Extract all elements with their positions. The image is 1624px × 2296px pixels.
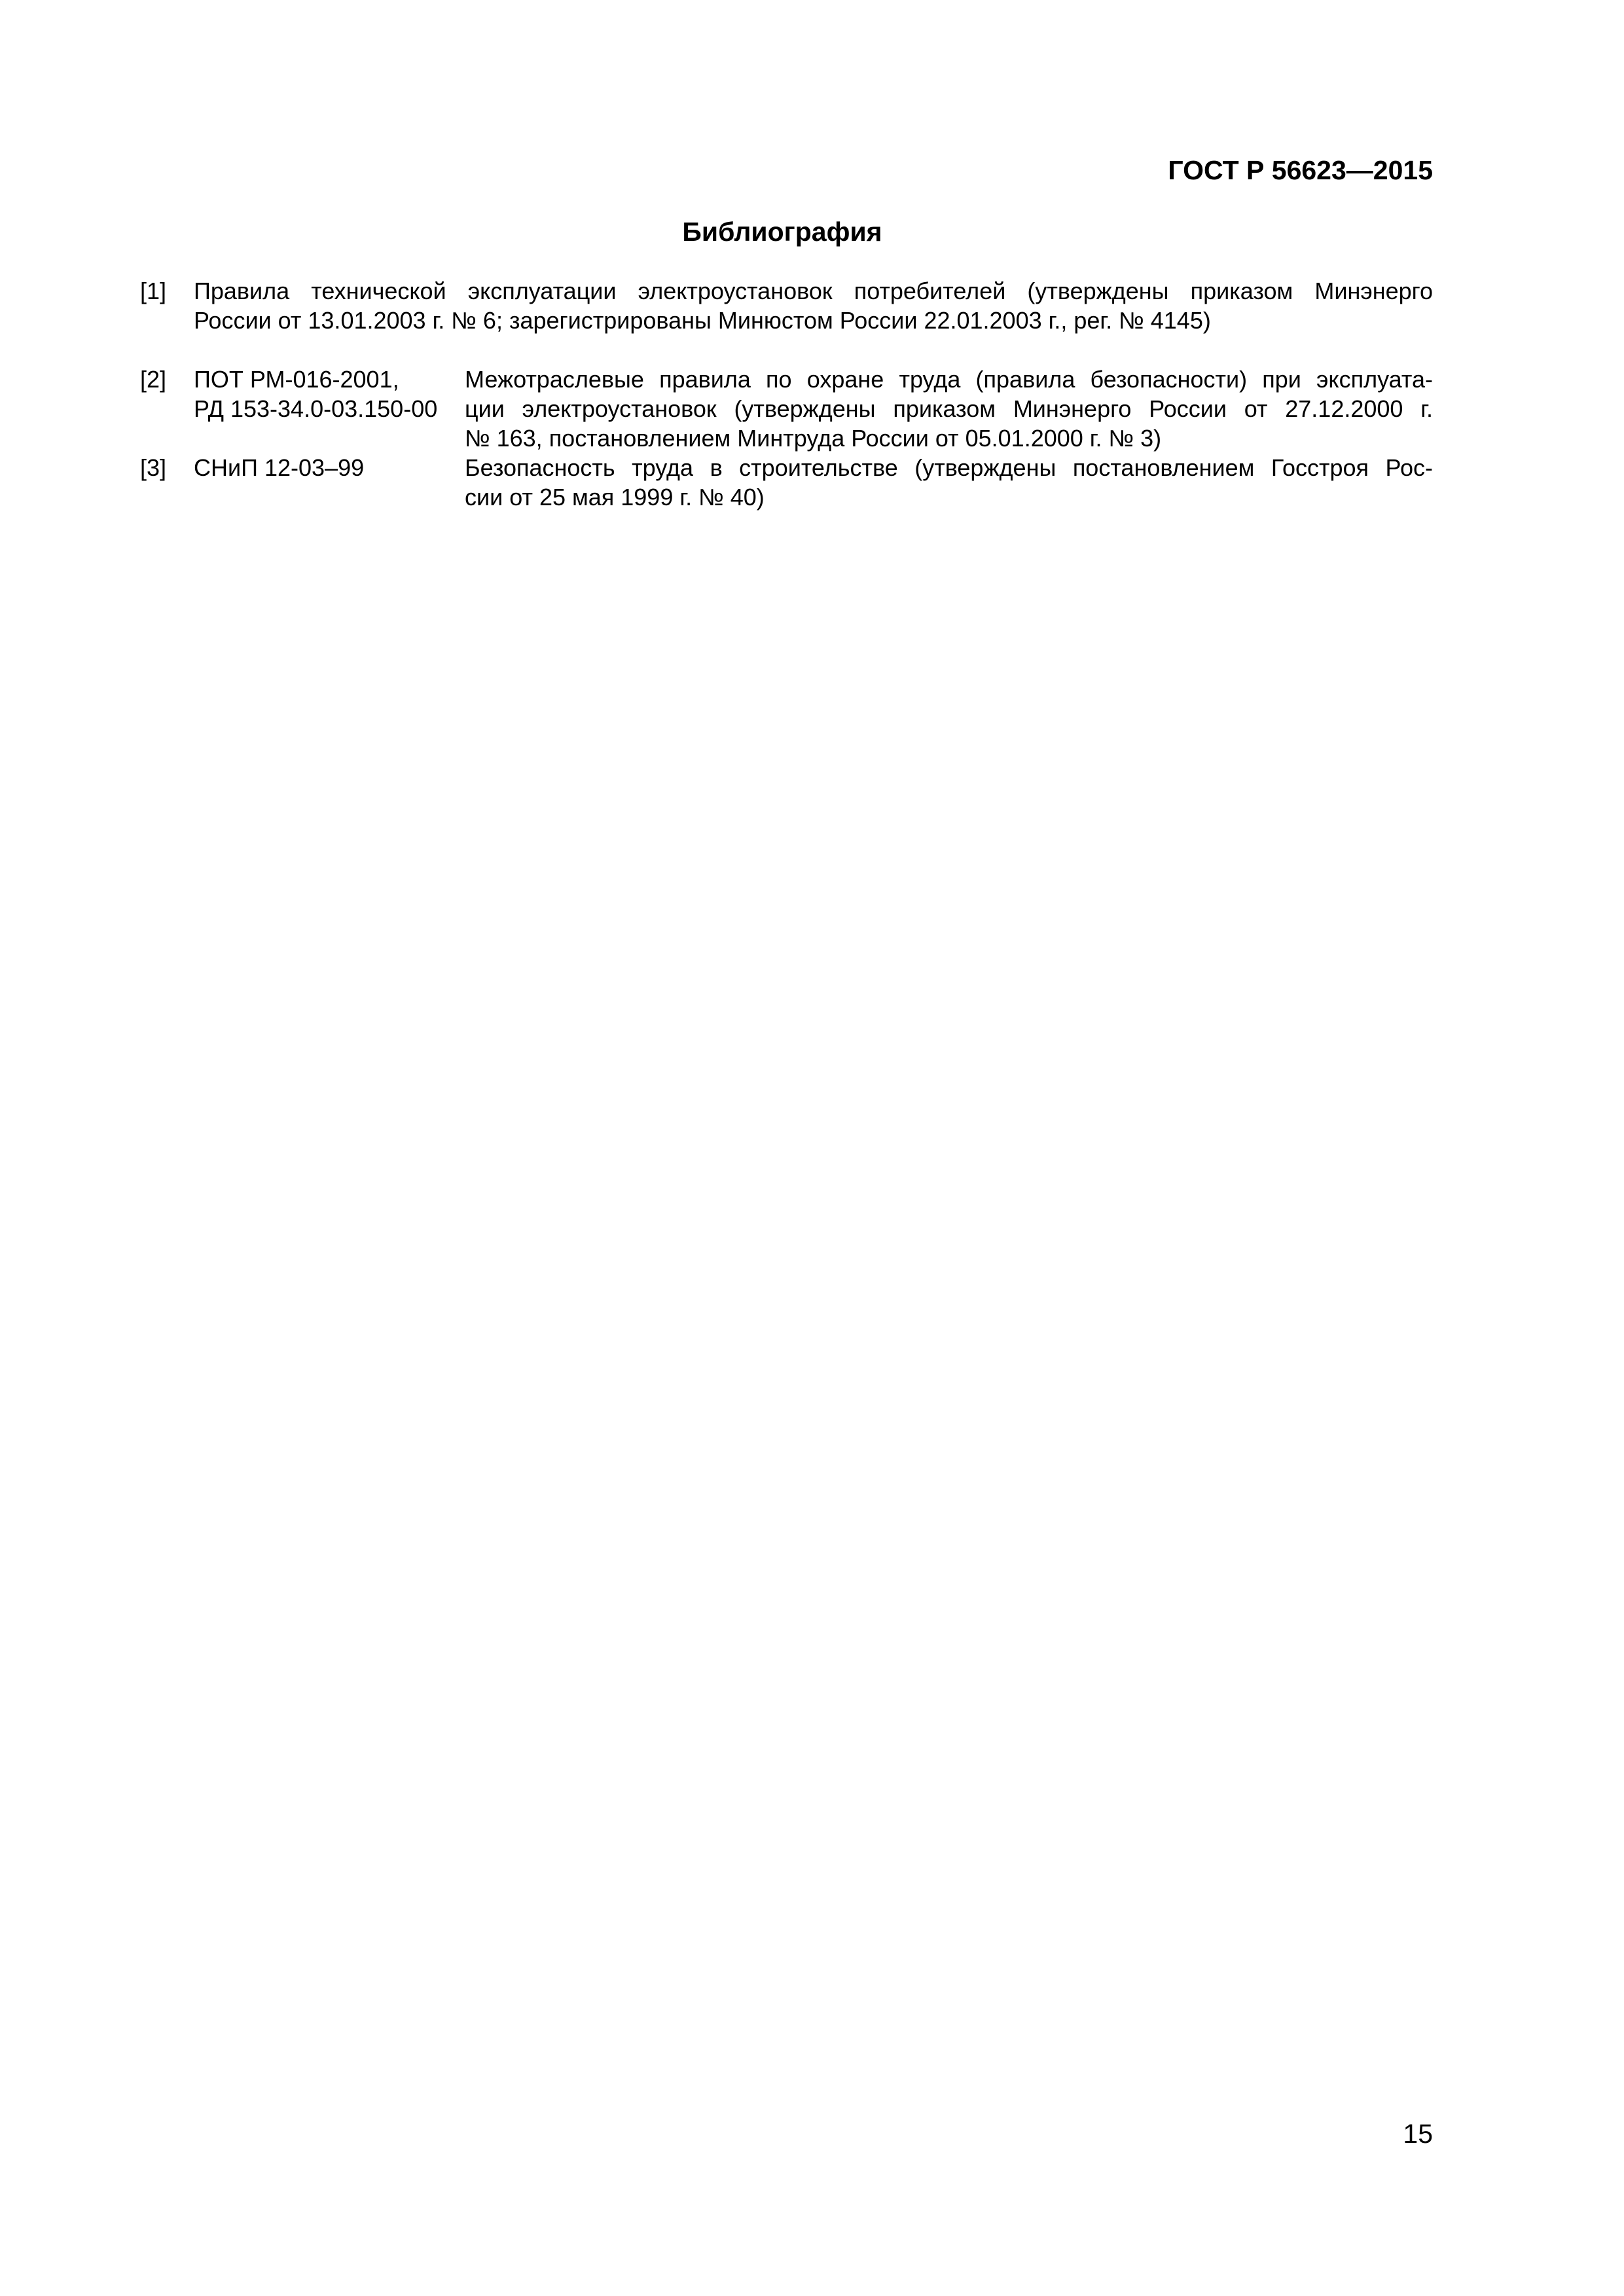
entry-line: № 163, постановлением Минтруда России от 05.01.2000 г. № 3) [465, 425, 1162, 452]
bibliography-entry-2 [140, 365, 1433, 453]
document-code: ГОСТ Р 56623—2015 [1168, 155, 1433, 185]
entry-description [465, 365, 1433, 453]
section-title: Библиография [682, 217, 882, 247]
page-number: 15 [1403, 2119, 1433, 2149]
entry-line: ции электроустановок (утверждены приказом Минэнерго России от 27.12.2000 г. [465, 395, 1433, 422]
entry-line: Безопасность труда в строительстве (утверждены постановлением Госстроя Рос- [465, 454, 1433, 481]
entry-designation [194, 453, 469, 482]
entry-line: Межотраслевые правила по охране труда (правила безопасности) при эксплуата- [465, 366, 1433, 393]
bibliography-entry-3 [140, 453, 1433, 512]
entry-line: сии от 25 мая 1999 г. № 40) [465, 484, 765, 511]
entry-number: [3] [140, 454, 167, 481]
entry-number: [2] [140, 366, 167, 393]
entry-line: Правила технической эксплуатации электроустановок потребителей (утверждены приказом Минэнерго [194, 278, 1433, 304]
designation-line: СНиП 12-03–99 [194, 454, 365, 481]
designation-line: ПОТ РМ-016-2001, [194, 366, 399, 393]
entry-description [194, 276, 1433, 335]
entry-description [465, 453, 1433, 512]
bibliography-entry-1 [140, 276, 1433, 335]
entry-designation [194, 365, 469, 423]
bibliography-list [140, 276, 1433, 512]
designation-line: РД 153-34.0-03.150-00 [194, 395, 438, 422]
entry-line: России от 13.01.2003 г. № 6; зарегистрированы Минюстом России 22.01.2003 г., рег. № 4145) [194, 307, 1211, 334]
entry-number: [1] [140, 278, 167, 304]
